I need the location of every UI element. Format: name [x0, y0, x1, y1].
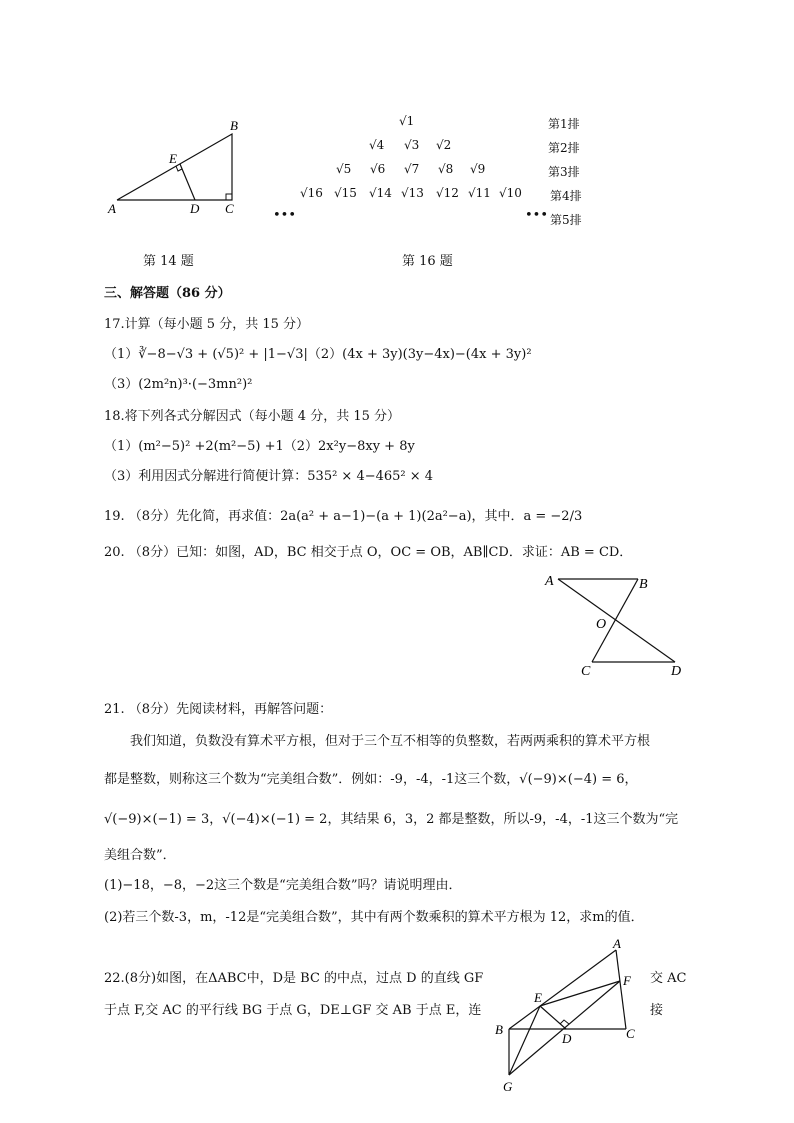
q22-line2: 于点 F,交 AC 的平行线 BG 于点 G，DE⊥GF 交 AB 于点 E，连: [104, 1003, 482, 1018]
row-label: 第3排: [548, 165, 580, 179]
q17-line1: （1）∛−8−√3 + (√5)² + |1−√3|（2）(4x + 3y)(3y−4x)−(4x + 3y)²: [104, 347, 532, 362]
label-e: E: [169, 151, 177, 166]
label-f: F: [623, 973, 631, 988]
fig14-caption: 第 14 题: [143, 254, 194, 269]
q21-p4: 美组合数”．: [104, 848, 176, 863]
q18-title: 18.将下列各式分解因式（每小题 4 分，共 15 分）: [104, 409, 401, 424]
row-label: 第5排: [550, 213, 582, 227]
fig16-cell: √5: [336, 162, 352, 176]
q22-line2-tail: 接: [650, 1003, 664, 1018]
segment-ed: [540, 1006, 566, 1029]
fig16-dots-left: •••: [273, 208, 297, 223]
fig16-cell: √6: [370, 162, 386, 176]
fig16-cell: √14: [369, 186, 392, 200]
segment-de: [180, 164, 195, 200]
q22-line1-tail: 交 AC: [650, 971, 687, 986]
label-b: B: [495, 1022, 503, 1037]
section-heading: 三、解答题（86 分）: [104, 286, 231, 301]
segment-ab: [509, 950, 616, 1029]
fig16-cell: √10: [499, 186, 522, 200]
segment-ef: [540, 981, 620, 1006]
label-c: C: [581, 664, 591, 679]
fig16-cell: √15: [334, 186, 357, 200]
q18-line1: （1）(m²−5)² +2(m²−5) +1（2）2x²y−8xy + 8y: [104, 439, 415, 454]
figure-22: [490, 935, 650, 1095]
row-label: 第2排: [548, 141, 580, 155]
label-a: A: [108, 201, 116, 216]
q22-line1: 22.(8分)如图，在ΔABC中，D是 BC 的中点，过点 D 的直线 GF: [104, 971, 484, 986]
label-b: B: [639, 577, 648, 592]
q21-sub1: (1)−18，−8，−2这三个数是“完美组合数”吗？请说明理由．: [104, 878, 462, 893]
triangle-abc: [117, 134, 232, 200]
label-a: A: [613, 936, 621, 951]
label-g: G: [503, 1079, 513, 1094]
label-e: E: [534, 990, 542, 1005]
fig16-caption: 第 16 题: [402, 254, 453, 269]
segment-ad: [558, 579, 675, 662]
label-c: C: [225, 201, 234, 216]
q21-sub2: (2)若三个数-3，m，-12是“完美组合数”，其中有两个数乘积的算术平方根为 12，求m的值．: [104, 910, 644, 925]
q21-title: 21. （8分）先阅读材料，再解答问题：: [104, 702, 333, 717]
row-label: 第1排: [548, 117, 580, 131]
row-label: 第4排: [550, 189, 582, 203]
right-angle-mark-c: [226, 194, 232, 200]
fig16-dots-right: •••: [525, 208, 549, 223]
q18-line2: （3）利用因式分解进行简便计算：535² × 4−465² × 4: [104, 469, 434, 484]
label-d: D: [562, 1031, 572, 1046]
label-d: D: [671, 664, 682, 679]
fig16-cell: √7: [404, 162, 420, 176]
q20-text: 20. （8分）已知：如图，AD，BC 相交于点 O，OC = OB，AB∥CD．求证：AB = CD．: [104, 545, 633, 560]
figure-20: [540, 570, 690, 680]
label-b: B: [230, 118, 238, 133]
fig16-cell: √13: [401, 186, 424, 200]
q17-title: 17.计算（每小题 5 分，共 15 分）: [104, 317, 310, 332]
right-angle-mark-d: [560, 1020, 569, 1024]
q21-p1: 我们知道，负数没有算术平方根，但对于三个互不相等的负整数，若两两乘积的算术平方根: [130, 734, 651, 749]
segment-ac: [616, 950, 626, 1029]
fig16-cell: √3: [404, 138, 420, 152]
fig16-cell: √1: [399, 114, 415, 128]
segment-eg: [509, 1006, 540, 1075]
q17-line2: （3）(2m²n)³·(−3mn²)²: [104, 377, 253, 392]
fig16-cell: √2: [436, 138, 452, 152]
figure-14: [105, 112, 255, 222]
q21-p2: 都是整数，则称这三个数为“完美组合数”．例如：-9，-4，-1这三个数，√(−9)×(−4) = 6，: [104, 772, 638, 787]
fig16-cell: √9: [470, 162, 486, 176]
label-c: C: [626, 1026, 635, 1041]
q19-text: 19. （8分）先化简，再求值：2a(a² + a−1)−(a + 1)(2a²−a)，其中．a = −2/3: [104, 509, 583, 524]
fig16-cell: √8: [438, 162, 454, 176]
q21-p3: √(−9)×(−1) = 3，√(−4)×(−1) = 2，其结果 6，3，2 都是整数，所以-9，-4，-1这三个数为“完: [104, 812, 679, 827]
fig16-cell: √4: [369, 138, 385, 152]
label-a: A: [545, 574, 554, 589]
fig16-cell: √16: [300, 186, 323, 200]
fig16-cell: √11: [468, 186, 491, 200]
label-d: D: [190, 201, 200, 216]
label-o: O: [596, 617, 607, 632]
fig16-cell: √12: [436, 186, 459, 200]
